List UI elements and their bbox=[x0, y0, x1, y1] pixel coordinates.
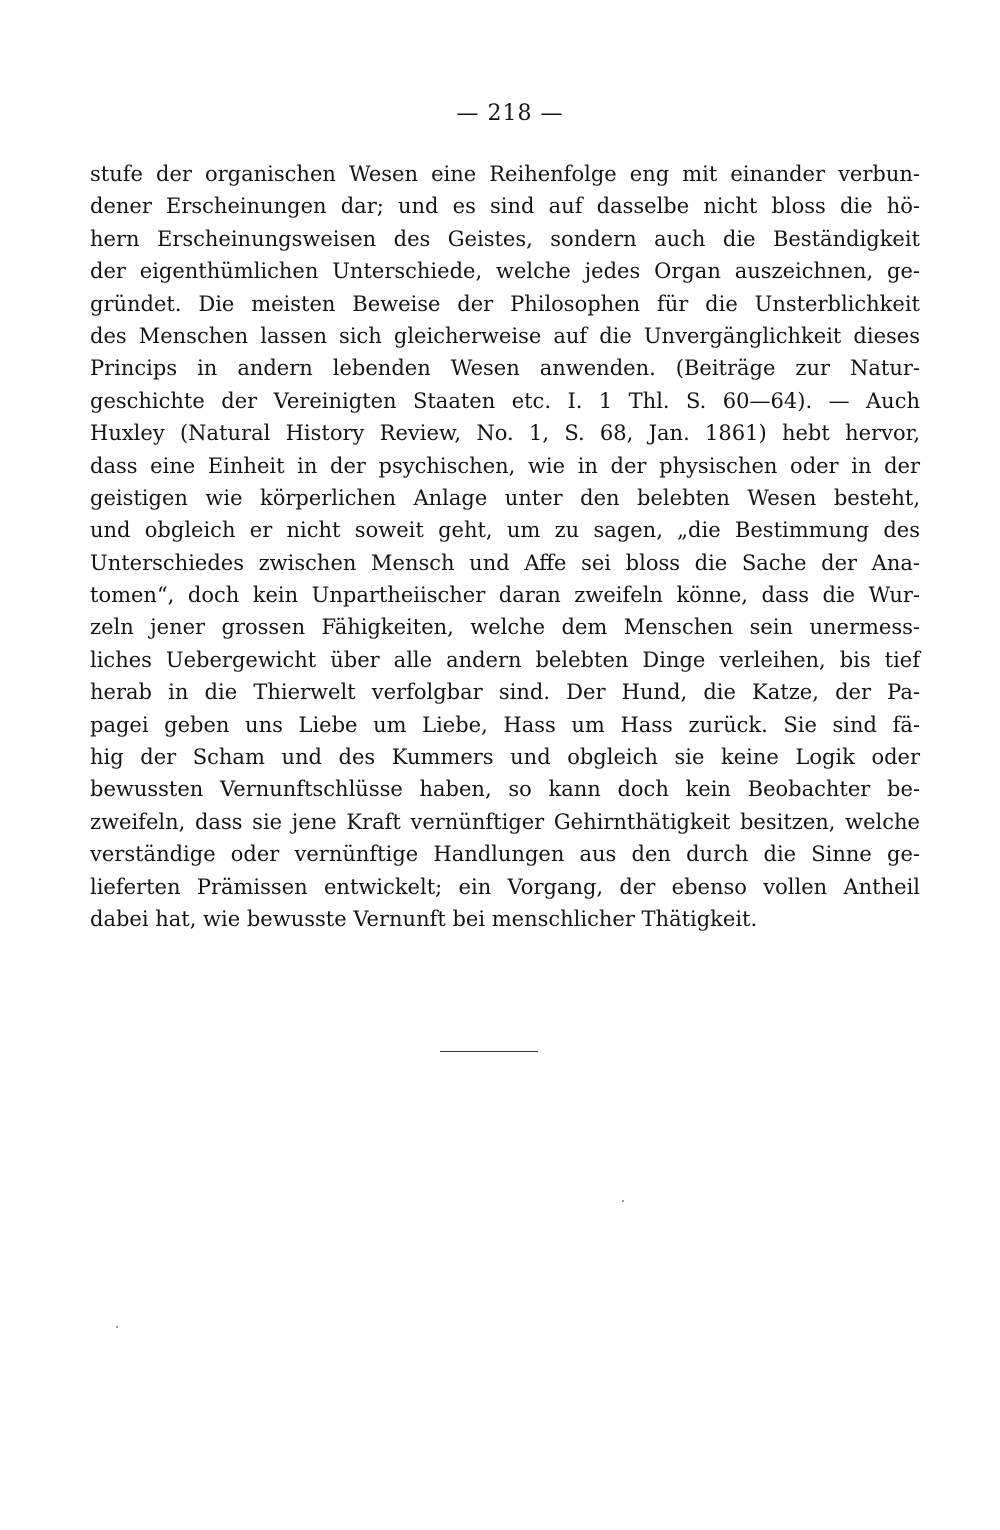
text-line: hern Erscheinungsweisen des Geistes, sondern auch die Beständigkeit bbox=[90, 226, 920, 251]
text-line: Huxley (Natural History Review, No. 1, S. 68, Jan. 1861) hebt hervor, bbox=[90, 421, 920, 446]
body-text bbox=[90, 158, 920, 935]
text-line: Unterschiedes zwischen Mensch und Affe sei bloss die Sache der Ana- bbox=[90, 550, 920, 575]
text-line: tomen“, doch kein Unpartheiischer daran zweifeln könne, dass die Wur- bbox=[90, 583, 920, 608]
text-line: liches Uebergewicht über alle andern belebten Dinge verleihen, bis tief bbox=[90, 647, 920, 672]
text-line: dener Erscheinungen dar; und es sind auf dasselbe nicht bloss die hö- bbox=[90, 194, 920, 219]
paper-speck bbox=[116, 1326, 118, 1328]
text-line: verständige oder vernünftige Handlungen aus den durch die Sinne ge- bbox=[90, 842, 920, 867]
text-line: hig der Scham und des Kummers und obgleich sie keine Logik oder bbox=[90, 745, 920, 770]
separator-rule bbox=[440, 1051, 538, 1052]
text-line: herab in die Thierwelt verfolgbar sind. Der Hund, die Katze, der Pa- bbox=[90, 680, 920, 705]
paper-speck bbox=[622, 1200, 624, 1202]
text-line: lieferten Prämissen entwickelt; ein Vorgang, der ebenso vollen Antheil bbox=[90, 874, 920, 899]
text-line: stufe der organischen Wesen eine Reihenfolge eng mit einander verbun- bbox=[90, 162, 920, 186]
page-number: — 218 — bbox=[456, 101, 564, 126]
text-line: pagei geben uns Liebe um Liebe, Hass um Hass zurück. Sie sind fä- bbox=[90, 712, 920, 737]
text-line: des Menschen lassen sich gleicherweise auf die Unvergänglichkeit dieses bbox=[90, 323, 920, 348]
text-line: bewussten Vernunftschlüsse haben, so kann doch kein Beobachter be- bbox=[90, 777, 920, 802]
text-line: und obgleich er nicht soweit geht, um zu sagen, „die Bestimmung des bbox=[90, 518, 920, 543]
text-line: zeln jener grossen Fähigkeiten, welche dem Menschen sein unermess- bbox=[90, 615, 920, 640]
text-line: geschichte der Vereinigten Staaten etc. I. 1 Thl. S. 60—64). — Auch bbox=[90, 388, 920, 413]
text-line: zweifeln, dass sie jene Kraft vernünftiger Gehirnthätigkeit besitzen, welche bbox=[90, 809, 920, 834]
text-line-last: dabei hat, wie bewusste Vernunft bei menschlicher Thätigkeit. bbox=[90, 906, 758, 931]
text-line: Princips in andern lebenden Wesen anwenden. (Beiträge zur Natur- bbox=[90, 356, 920, 381]
text-line: gründet. Die meisten Beweise der Philosophen für die Unsterblichkeit bbox=[90, 291, 920, 316]
text-line: dass eine Einheit in der psychischen, wie in der physischen oder in der bbox=[90, 453, 920, 478]
text-line: geistigen wie körperlichen Anlage unter den belebten Wesen besteht, bbox=[90, 485, 920, 510]
text-line: der eigenthümlichen Unterschiede, welche jedes Organ auszeichnen, ge- bbox=[90, 259, 920, 284]
